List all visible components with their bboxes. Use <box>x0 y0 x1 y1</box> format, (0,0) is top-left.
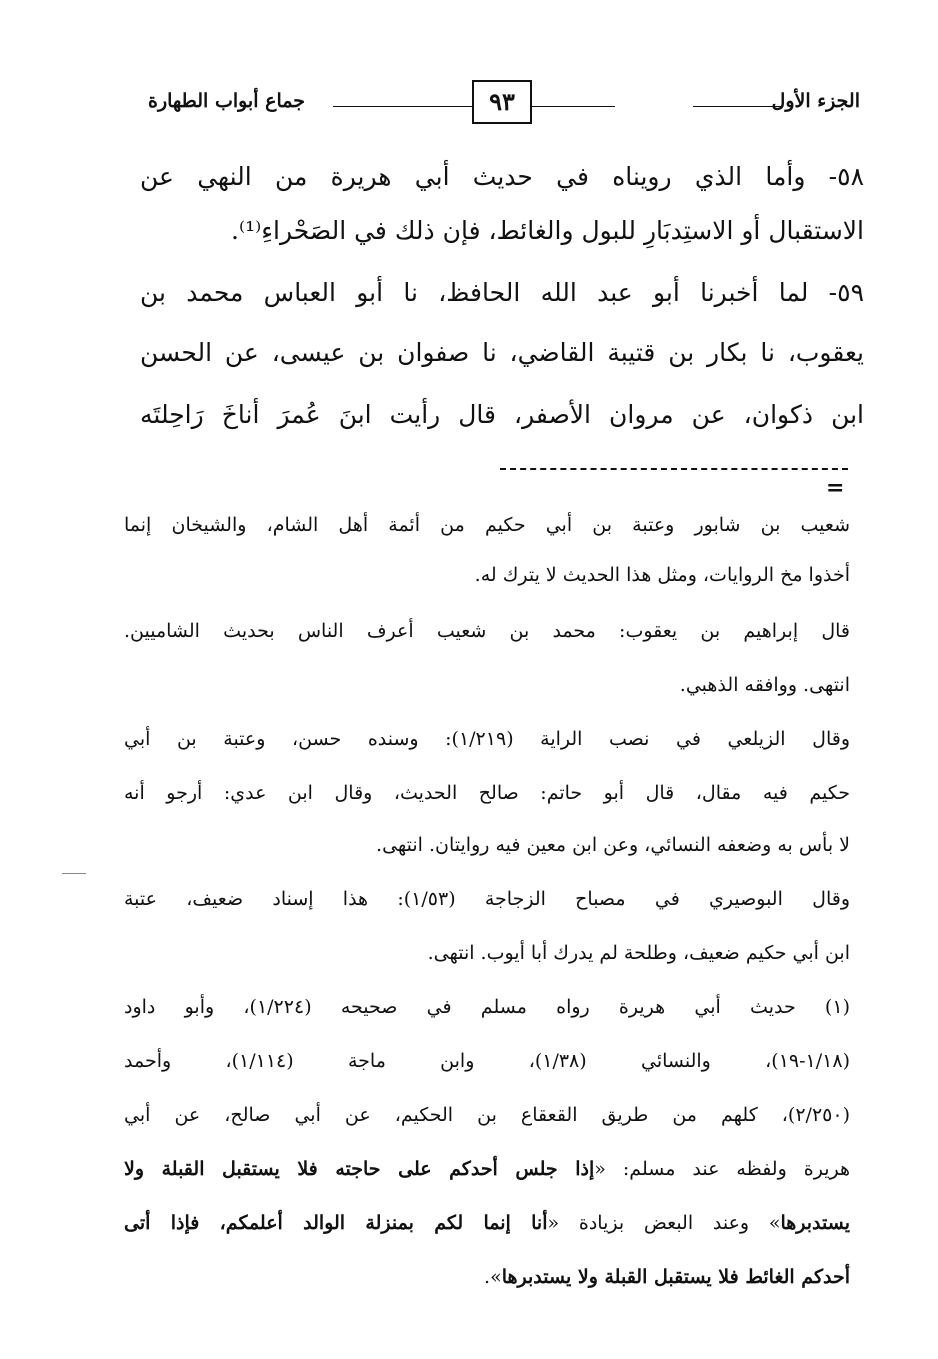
footnote-line: (١/١٨-١٩)، والنسائي (١/٣٨)، وابن ماجة (١/١١٤)، وأحمد <box>124 1050 850 1072</box>
footnote-line <box>124 1266 850 1288</box>
main-text-line: ٥٨- وأما الذي رويناه في حديث أبي هريرة من النهي عن <box>140 162 864 191</box>
main-text-line: الاستقبال أو الاستِدبَارِ للبول والغائط، فإن ذلك في الصَحْراءِ⁽¹⁾. <box>231 216 864 245</box>
chapter-title: جماع أبواب الطهارة <box>148 90 305 112</box>
footnote-line: شعيب بن شابور وعتبة بن أبي حكيم من أئمة أهل الشام، والشيخان إنما <box>124 514 850 536</box>
footnote-text: ». <box>484 1266 502 1288</box>
margin-mark <box>62 873 86 874</box>
page-number-box <box>472 80 532 124</box>
hadith-quote: أحدكم الغائط فلا يستقبل القبلة ولا يستدبرها <box>501 1266 850 1288</box>
hadith-quote: يستدبرها <box>780 1212 850 1234</box>
footnote-text: هريرة ولفظه عند مسلم: « <box>594 1158 850 1180</box>
main-text-line: ٥٩- لما أخبرنا أبو عبد الله الحافظ، نا أبو العباس محمد بن <box>140 278 864 307</box>
footnote-line: لا بأس به وضعفه النسائي، وعن ابن معين فيه روايتان. انتهى. <box>376 834 850 856</box>
footnote-line: قال إبراهيم بن يعقوب: محمد بن شعيب أعرف الناس بحديث الشاميين. <box>124 620 850 642</box>
footnote-separator <box>500 468 848 470</box>
main-text-line: ابن ذكوان، عن مروان الأصفر، قال رأيت ابنَ عُمرَ أناخَ رَاحِلتَه <box>140 400 864 429</box>
hadith-quote: أنا إنما لكم بمنزلة الوالد أعلمكم، فإذا أتى <box>124 1212 548 1234</box>
footnote-line: حكيم فيه مقال، قال أبو حاتم: صالح الحديث، وقال ابن عدي: أرجو أنه <box>124 782 850 804</box>
page-number: ٩٣ <box>489 87 515 116</box>
footnote-line <box>124 1212 850 1234</box>
hadith-quote: إذا جلس أحدكم على حاجته فلا يستقبل القبلة ولا <box>124 1158 595 1180</box>
footnote-line: (١) حديث أبي هريرة رواه مسلم في صحيحه (١/٢٢٤)، وأبو داود <box>124 996 850 1018</box>
volume-title: الجزء الأول <box>771 90 860 112</box>
footnote-line: (٢/٢٥٠)، كلهم من طريق القعقاع بن الحكيم، عن أبي صالح، عن أبي <box>124 1104 850 1126</box>
footnote-line: انتهى. ووافقه الذهبي. <box>679 674 850 696</box>
header-rule-right <box>693 106 783 107</box>
footnote-text: » وعند البعض بزيادة « <box>547 1212 781 1234</box>
footnote-line: وقال البوصيري في مصباح الزجاجة (١/٥٣): هذا إسناد ضعيف، عتبة <box>124 888 850 910</box>
page-header <box>148 76 860 128</box>
footnote-line <box>124 1158 850 1180</box>
footnote-line: ابن أبي حكيم ضعيف، وطلحة لم يدرك أبا أيوب. انتهى. <box>427 942 850 964</box>
continuation-mark: = <box>826 475 845 501</box>
footnote-line: أخذوا مخ الروايات، ومثل هذا الحديث لا يترك له. <box>474 564 850 586</box>
main-text-line: يعقوب، نا بكار بن قتيبة القاضي، نا صفوان بن عيسى، عن الحسن <box>140 338 864 367</box>
footnote-line: وقال الزيلعي في نصب الراية (١/٢١٩): وسنده حسن، وعتبة بن أبي <box>124 728 850 750</box>
